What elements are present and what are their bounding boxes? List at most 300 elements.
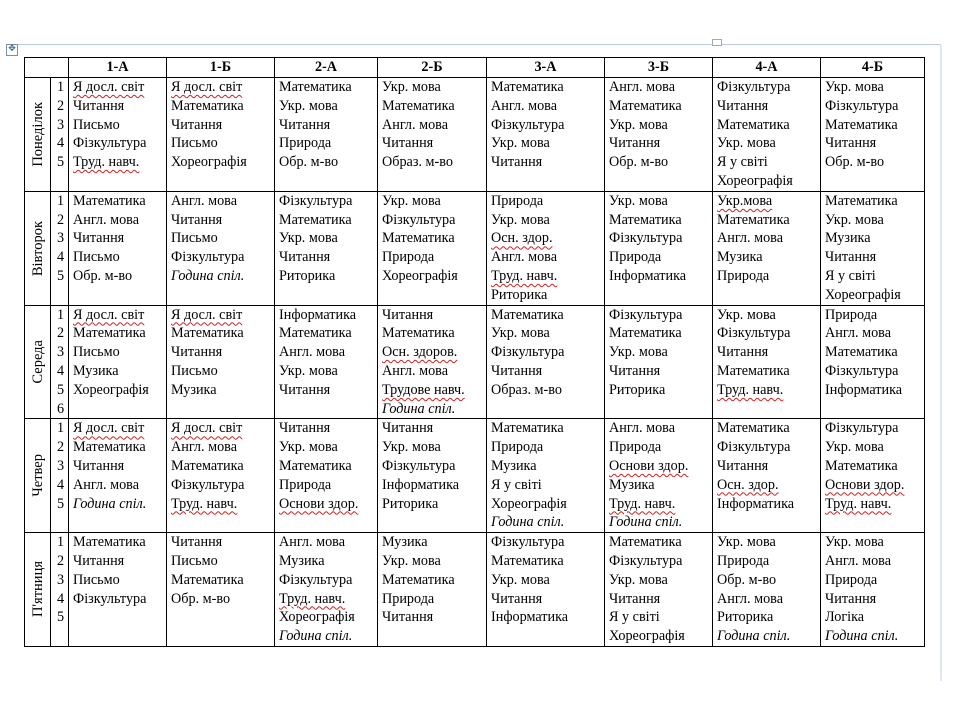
lesson-subject: Математика: [171, 571, 244, 588]
lesson-item: [491, 552, 604, 571]
lesson-subject: Англ. мова: [717, 590, 783, 607]
lesson-subject: Основи здор.: [825, 476, 905, 493]
lesson-item: [491, 248, 604, 267]
lesson-item: [382, 457, 486, 476]
lesson-cell[interactable]: [821, 533, 925, 647]
lesson-item: [717, 172, 820, 191]
lesson-subject: Я у світі: [609, 609, 660, 626]
table-move-handle-icon[interactable]: ✥: [6, 44, 18, 56]
lesson-subject: Я досл. світ: [171, 79, 243, 95]
lesson-subject: Письмо: [171, 230, 218, 247]
lesson-item: [609, 608, 712, 627]
lesson-item: [171, 248, 274, 267]
lesson-number: 3: [56, 571, 65, 588]
lesson-item: [717, 362, 820, 381]
lesson-subject: Година спіл.: [825, 628, 899, 645]
lesson-subject: Письмо: [73, 116, 120, 133]
lesson-item: [609, 229, 712, 248]
lesson-subject: Математика: [609, 325, 682, 342]
lesson-subject: Музика: [717, 249, 763, 266]
lesson-item: [825, 476, 924, 495]
lesson-cell[interactable]: [713, 191, 821, 305]
lesson-item: [825, 590, 924, 609]
lesson-subject: Читання: [73, 552, 125, 569]
lesson-subject: Година спіл.: [171, 267, 245, 284]
day-row: [25, 419, 925, 533]
lesson-cell[interactable]: [821, 78, 925, 192]
lesson-subject: Укр.мова: [717, 192, 773, 209]
lesson-cell[interactable]: [275, 419, 378, 533]
lesson-item: [279, 324, 377, 343]
lesson-subject: Письмо: [73, 249, 120, 266]
lesson-subject: Труд. навч.: [279, 590, 346, 607]
lesson-subject: Природа: [491, 439, 544, 456]
lesson-item: [382, 419, 486, 438]
lesson-subject: Фізкультура: [609, 306, 683, 323]
lesson-cell[interactable]: [167, 533, 275, 647]
lesson-item: [73, 419, 166, 438]
lesson-item: [382, 192, 486, 211]
lesson-subject: Англ. мова: [825, 552, 891, 569]
lesson-subject: Математика: [491, 79, 564, 95]
lesson-subject: Читання: [825, 135, 877, 152]
lesson-number-cell: [51, 305, 69, 419]
lesson-number: 2: [56, 211, 65, 228]
lesson-item: [279, 97, 377, 116]
lesson-subject: Читання: [825, 590, 877, 607]
lesson-subject: Англ. мова: [609, 79, 675, 95]
lesson-item: [491, 476, 604, 495]
lesson-number: 4: [56, 590, 65, 607]
lesson-item: [73, 116, 166, 135]
lesson-item: [73, 306, 166, 325]
lesson-subject: Я досл. світ: [73, 306, 145, 323]
lesson-subject: Математика: [825, 192, 898, 209]
lesson-cell[interactable]: [713, 419, 821, 533]
lesson-item: [73, 552, 166, 571]
lesson-item: [279, 438, 377, 457]
day-name: Середа: [29, 340, 46, 384]
lesson-number: 2: [56, 439, 65, 456]
lesson-subject: Фізкультура: [73, 135, 147, 152]
lesson-item: [609, 97, 712, 116]
lesson-cell[interactable]: [487, 419, 605, 533]
lesson-cell[interactable]: [378, 533, 487, 647]
lesson-cell[interactable]: [487, 191, 605, 305]
lesson-item: [382, 211, 486, 230]
lesson-item: [717, 229, 820, 248]
lesson-cell[interactable]: [167, 191, 275, 305]
lesson-subject: Читання: [717, 344, 769, 361]
lesson-number: 5: [56, 154, 65, 171]
lesson-item: [171, 211, 274, 230]
day-cell: [25, 419, 51, 533]
lesson-item: [382, 134, 486, 153]
lesson-subject: Англ. мова: [279, 534, 345, 551]
lesson-item: [717, 192, 820, 211]
lesson-item: [279, 381, 377, 400]
day-row: [25, 191, 925, 305]
lesson-item: [73, 476, 166, 495]
lesson-item: [609, 495, 712, 514]
table-resize-handle-icon[interactable]: [712, 39, 722, 46]
lesson-item: [825, 78, 924, 97]
lesson-item: [171, 419, 274, 438]
lesson-subject: Математика: [825, 116, 898, 133]
lesson-item: [491, 571, 604, 590]
lesson-item: [382, 590, 486, 609]
lesson-subject: Математика: [279, 325, 352, 342]
lesson-subject: Англ. мова: [491, 249, 557, 266]
lesson-item: [717, 381, 820, 400]
lesson-item: [717, 608, 820, 627]
lesson-cell[interactable]: [713, 78, 821, 192]
lesson-cell[interactable]: [821, 419, 925, 533]
lesson-subject: Обр. м-во: [279, 154, 339, 171]
lesson-cell[interactable]: [821, 191, 925, 305]
lesson-subject: Укр. мова: [491, 211, 550, 228]
lesson-item: [825, 533, 924, 552]
lesson-item: [171, 438, 274, 457]
lesson-subject: Англ. мова: [73, 211, 139, 228]
lesson-item: [609, 552, 712, 571]
lesson-item: [73, 362, 166, 381]
lesson-subject: Математика: [609, 534, 682, 551]
lesson-number: 2: [56, 552, 65, 569]
lesson-item: [382, 153, 486, 172]
class-header-5: 3-Б: [605, 58, 713, 78]
lesson-subject: Хореографія: [279, 609, 355, 626]
lesson-item: [73, 533, 166, 552]
lesson-item: [491, 229, 604, 248]
lesson-item: [382, 306, 486, 325]
lesson-subject: Читання: [382, 609, 434, 626]
lesson-subject: Читання: [491, 590, 543, 607]
lesson-cell[interactable]: [69, 533, 167, 647]
day-cell: [25, 533, 51, 647]
lesson-subject: Математика: [825, 457, 898, 474]
lesson-subject: Письмо: [171, 135, 218, 152]
lesson-item: [279, 362, 377, 381]
lesson-number: 1: [56, 79, 65, 95]
lesson-item: [825, 552, 924, 571]
lesson-item: [491, 267, 604, 286]
lesson-subject: Математика: [73, 439, 146, 456]
day-row: [25, 78, 925, 192]
lesson-subject: Я у світі: [491, 476, 542, 493]
lesson-subject: Фізкультура: [609, 552, 683, 569]
lesson-subject: Риторика: [609, 381, 666, 398]
lesson-cell[interactable]: [605, 78, 713, 192]
lesson-item: [279, 495, 377, 514]
lesson-item: [717, 97, 820, 116]
lesson-item: [825, 571, 924, 590]
lesson-subject: Англ. мова: [717, 230, 783, 247]
lesson-item: [825, 97, 924, 116]
lesson-subject: Природа: [279, 135, 332, 152]
lesson-number: 4: [56, 135, 65, 152]
lesson-cell[interactable]: [487, 78, 605, 192]
lesson-subject: Трудове навч.: [382, 381, 465, 398]
lesson-cell[interactable]: [167, 419, 275, 533]
day-row: [25, 305, 925, 419]
lesson-subject: Математика: [382, 325, 455, 342]
lesson-cell[interactable]: [275, 533, 378, 647]
lesson-cell[interactable]: [605, 419, 713, 533]
lesson-subject: Фізкультура: [609, 230, 683, 247]
lesson-subject: Природа: [825, 306, 878, 323]
lesson-item: [491, 306, 604, 325]
class-header-6: 4-А: [713, 58, 821, 78]
lesson-subject: Укр. мова: [491, 135, 550, 152]
lesson-cell[interactable]: [378, 305, 487, 419]
lesson-item: [279, 192, 377, 211]
lesson-cell[interactable]: [713, 533, 821, 647]
lesson-subject: Хореографія: [171, 154, 247, 171]
lesson-item: [491, 381, 604, 400]
lesson-item: [73, 343, 166, 362]
lesson-subject: Риторика: [491, 286, 548, 303]
lesson-subject: Труд. навч.: [171, 495, 238, 512]
class-header-3: 2-Б: [378, 58, 487, 78]
lesson-subject: Математика: [279, 211, 352, 228]
lesson-item: [717, 116, 820, 135]
lesson-item: [382, 248, 486, 267]
lesson-subject: Образ. м-во: [382, 154, 453, 171]
lesson-subject: Труд. навч.: [717, 381, 784, 398]
lesson-item: [491, 438, 604, 457]
lesson-cell[interactable]: [275, 305, 378, 419]
lesson-item: [491, 192, 604, 211]
day-name: Четвер: [29, 454, 46, 498]
lesson-item: [279, 419, 377, 438]
lesson-item: [609, 381, 712, 400]
lesson-item: [73, 153, 166, 172]
lesson-item: [717, 476, 820, 495]
lesson-item: [717, 533, 820, 552]
lesson-item: [171, 495, 274, 514]
lesson-item: [717, 419, 820, 438]
lesson-subject: Математика: [825, 344, 898, 361]
lesson-number: 3: [56, 116, 65, 133]
lesson-cell[interactable]: [167, 305, 275, 419]
lesson-subject: Фізкультура: [73, 590, 147, 607]
lesson-item: [171, 229, 274, 248]
lesson-subject: Англ. мова: [171, 439, 237, 456]
lesson-subject: Година спіл.: [73, 495, 147, 512]
lesson-cell[interactable]: [605, 305, 713, 419]
lesson-item: [491, 457, 604, 476]
lesson-subject: Риторика: [717, 609, 774, 626]
lesson-subject: Читання: [171, 344, 223, 361]
lesson-item: [382, 438, 486, 457]
lesson-subject: Укр. мова: [825, 439, 884, 456]
lesson-item: [491, 533, 604, 552]
lesson-subject: Читання: [382, 420, 434, 437]
lesson-item: [171, 362, 274, 381]
lesson-number: 5: [56, 381, 65, 398]
lesson-cell[interactable]: [378, 419, 487, 533]
lesson-item: [609, 627, 712, 646]
lesson-item: [171, 533, 274, 552]
lesson-cell[interactable]: [69, 419, 167, 533]
lesson-subject: Читання: [279, 420, 331, 437]
lesson-number: 1: [56, 306, 65, 323]
lesson-subject: Музика: [279, 552, 325, 569]
lesson-subject: Фізкультура: [825, 420, 899, 437]
lesson-item: [825, 153, 924, 172]
lesson-cell[interactable]: [275, 78, 378, 192]
lesson-number: 3: [56, 344, 65, 361]
lesson-number: 4: [56, 249, 65, 266]
lesson-cell[interactable]: [69, 305, 167, 419]
lesson-subject: Фізкультура: [825, 97, 899, 114]
lesson-cell[interactable]: [821, 305, 925, 419]
schedule-table: [24, 57, 925, 647]
lesson-subject: Фізкультура: [825, 362, 899, 379]
lesson-number: 3: [56, 457, 65, 474]
lesson-item: [609, 533, 712, 552]
lesson-number: 1: [56, 534, 65, 551]
lesson-subject: Читання: [609, 590, 661, 607]
lesson-subject: Математика: [279, 79, 352, 95]
lesson-item: [717, 343, 820, 362]
lesson-item: [609, 362, 712, 381]
lesson-item: [609, 153, 712, 172]
lesson-subject: Година спіл.: [491, 514, 565, 531]
lesson-item: [825, 608, 924, 627]
lesson-subject: Фізкультура: [279, 192, 353, 209]
lesson-item: [171, 116, 274, 135]
lesson-cell[interactable]: [713, 305, 821, 419]
lesson-item: [171, 571, 274, 590]
lesson-item: [825, 438, 924, 457]
lesson-subject: Риторика: [279, 267, 336, 284]
lesson-number: 5: [56, 495, 65, 512]
lesson-item: [279, 229, 377, 248]
lesson-cell[interactable]: [69, 78, 167, 192]
lesson-item: [73, 381, 166, 400]
lesson-item: [279, 306, 377, 325]
lesson-subject: Фізкультура: [382, 457, 456, 474]
lesson-item: [171, 343, 274, 362]
lesson-item: [382, 116, 486, 135]
lesson-item: [73, 457, 166, 476]
lesson-number: 4: [56, 362, 65, 379]
lesson-subject: Англ. мова: [825, 325, 891, 342]
lesson-subject: Хореографія: [491, 495, 567, 512]
lesson-item: [171, 192, 274, 211]
lesson-item: [73, 229, 166, 248]
lesson-subject: Читання: [171, 116, 223, 133]
lesson-subject: Укр. мова: [491, 325, 550, 342]
lesson-cell[interactable]: [378, 78, 487, 192]
lesson-item: [382, 97, 486, 116]
lesson-item: [609, 419, 712, 438]
lesson-subject: Природа: [279, 476, 332, 493]
lesson-item: [171, 78, 274, 97]
lesson-cell[interactable]: [378, 191, 487, 305]
lesson-item: [825, 229, 924, 248]
lesson-subject: Інформатика: [382, 476, 460, 493]
lesson-item: [491, 419, 604, 438]
lesson-number-cell: [51, 191, 69, 305]
lesson-subject: Укр. мова: [382, 192, 441, 209]
class-header-4: 3-А: [487, 58, 605, 78]
lesson-item: [717, 306, 820, 325]
lesson-subject: Інформатика: [491, 609, 569, 626]
lesson-number: 6: [56, 400, 65, 417]
lesson-cell[interactable]: [69, 191, 167, 305]
lesson-item: [382, 267, 486, 286]
lesson-cell[interactable]: [167, 78, 275, 192]
lesson-cell[interactable]: [487, 305, 605, 419]
lesson-subject: Обр. м-во: [717, 571, 777, 588]
lesson-subject: Читання: [609, 135, 661, 152]
lesson-item: [609, 267, 712, 286]
lesson-number: 4: [56, 476, 65, 493]
lesson-subject: Укр. мова: [825, 79, 884, 95]
lesson-subject: Природа: [717, 267, 770, 284]
lesson-subject: Письмо: [171, 552, 218, 569]
lesson-cell[interactable]: [275, 191, 378, 305]
lesson-subject: Математика: [717, 211, 790, 228]
lesson-item: [382, 343, 486, 362]
lesson-subject: Труд. навч.: [609, 495, 676, 512]
lesson-item: [279, 476, 377, 495]
lesson-subject: Інформатика: [717, 495, 795, 512]
lesson-item: [491, 153, 604, 172]
lesson-subject: Природа: [382, 590, 435, 607]
lesson-item: [609, 571, 712, 590]
lesson-number-cell: [51, 533, 69, 647]
lesson-item: [609, 513, 712, 532]
lesson-cell[interactable]: [605, 533, 713, 647]
lesson-cell[interactable]: [487, 533, 605, 647]
lesson-item: [171, 134, 274, 153]
lesson-item: [717, 153, 820, 172]
lesson-subject: Математика: [171, 97, 244, 114]
lesson-subject: Математика: [382, 97, 455, 114]
lesson-subject: Англ. мова: [491, 97, 557, 114]
lesson-cell[interactable]: [605, 191, 713, 305]
lesson-number-cell: [51, 419, 69, 533]
lesson-item: [825, 495, 924, 514]
lesson-subject: Читання: [279, 116, 331, 133]
lesson-subject: Читання: [491, 362, 543, 379]
lesson-item: [73, 495, 166, 514]
lesson-subject: Фізкультура: [279, 571, 353, 588]
lesson-item: [609, 476, 712, 495]
lesson-item: [73, 78, 166, 97]
lesson-subject: Укр. мова: [717, 534, 776, 551]
lesson-subject: Я досл. світ: [73, 420, 145, 437]
lesson-item: [825, 134, 924, 153]
lesson-subject: Укр. мова: [279, 97, 338, 114]
lesson-item: [825, 627, 924, 646]
lesson-item: [279, 571, 377, 590]
lesson-subject: Інформатика: [279, 306, 357, 323]
lesson-subject: Година спіл.: [279, 628, 353, 645]
lesson-subject: Фізкультура: [717, 439, 791, 456]
lesson-item: [609, 116, 712, 135]
lesson-subject: Англ. мова: [382, 362, 448, 379]
lesson-item: [73, 97, 166, 116]
lesson-subject: Укр. мова: [279, 362, 338, 379]
lesson-subject: Природа: [491, 192, 544, 209]
lesson-item: [717, 571, 820, 590]
lesson-subject: Осн. здор.: [491, 230, 553, 247]
